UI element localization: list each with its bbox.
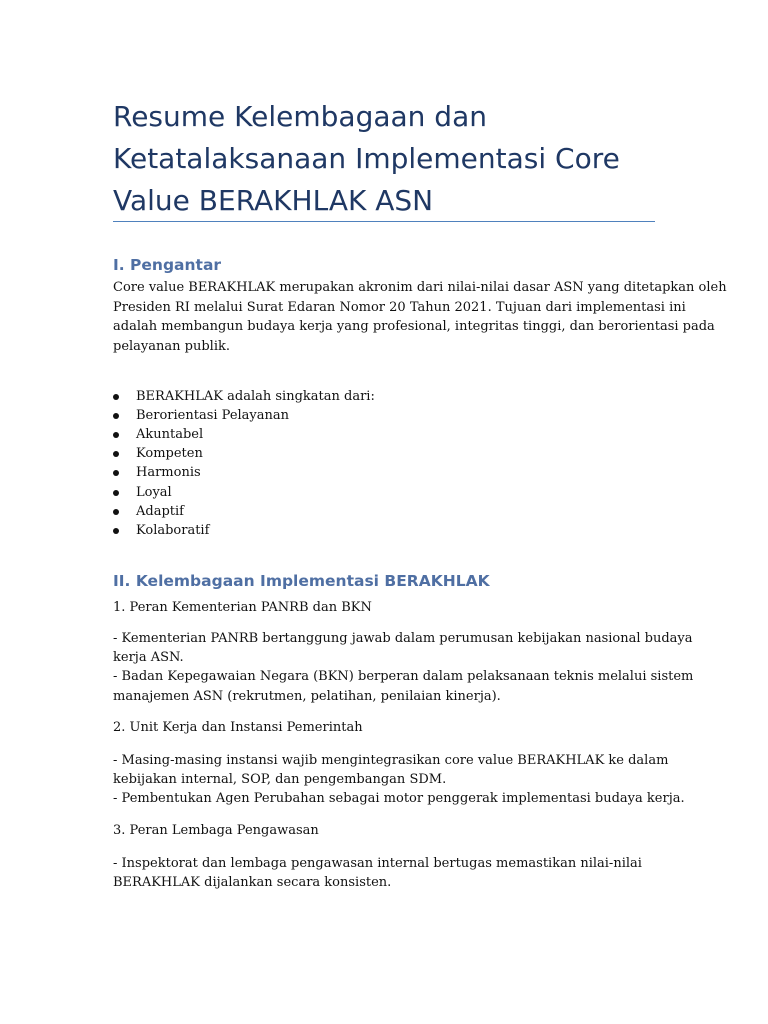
paragraph-line: kerja ASN. [113, 650, 184, 665]
document-title [113, 96, 673, 222]
section-heading-kelembagaan: II. Kelembagaan Implementasi BERAKHLAK [113, 572, 490, 590]
paragraph-line: BERAKHLAK dijalankan secara konsisten. [113, 875, 392, 890]
paragraph-line: pelayanan publik. [113, 339, 230, 354]
subsection-title: 2. Unit Kerja dan Instansi Pemerintah [113, 720, 363, 735]
title-line: Ketatalaksanaan Implementasi Core [113, 142, 620, 175]
paragraph-line: - Kementerian PANRB bertanggung jawab dalam perumusan kebijakan nasional budaya [113, 631, 693, 646]
paragraph-line: - Badan Kepegawaian Negara (BKN) berperan dalam pelaksanaan teknis melalui sistem [113, 669, 694, 684]
bullet-icon [113, 394, 119, 400]
title-divider [113, 221, 655, 222]
document-page: Resume Kelembagaan dan Ketatalaksanaan Implementasi Core Value BERAKHLAK ASN I. Pengantar Core value BERAKHLAK merupakan akronim dari nilai-nilai dasar ASN yang ditetapkan oleh Presiden RI melalui Surat Edaran Nomor 20 Tahun 2021. Tujuan dari implementasi ini adalah membangun budaya kerja yang profesional, integritas tinggi, dan berorientasi pada pelayanan publik. BERAKHLAK adalah singkatan dari: Berorientasi Pelayanan Akuntabel Kompeten Harmonis Loyal Adaptif Kolaboratif II. Kelembagaan Implementasi BERAKHLAK 1. Peran Kementerian PANRB dan BKN - Kementerian PANRB bertanggung jawab dalam perumusan kebijakan nasional budaya kerja ASN. - Badan Kepegawaian Negara (BKN) berperan dalam pelaksanaan teknis melalui sistem manajemen ASN (rekrutmen, pelatihan, penilaian kinerja). 2. Unit Kerja dan Instansi Pemerintah - Masing-masing instansi wajib mengintegrasikan core value BERAKHLAK ke dalam kebijakan internal, SOP, dan pengembangan SDM. - Pembentukan Agen Perubahan sebagai motor penggerak implementasi budaya kerja. 3. Peran Lembaga Pengawasan - Inspektorat dan lembaga pengawasan internal bertugas memastikan nilai-nilai BERAKHLAK dijalankan secara konsisten. [0, 0, 768, 1024]
bullet-icon [113, 509, 119, 515]
bullet-icon [113, 490, 119, 496]
paragraph-line: - Pembentukan Agen Perubahan sebagai motor penggerak implementasi budaya kerja. [113, 791, 685, 806]
bullet-icon [113, 413, 119, 419]
title-line: Value BERAKHLAK ASN [113, 184, 434, 217]
paragraph-line: manajemen ASN (rekrutmen, pelatihan, penilaian kinerja). [113, 689, 501, 704]
paragraph-line: kebijakan internal, SOP, dan pengembangan SDM. [113, 772, 447, 787]
paragraph-line: Core value BERAKHLAK merupakan akronim dari nilai-nilai dasar ASN yang ditetapkan oleh [113, 280, 727, 295]
bullet-icon [113, 451, 119, 457]
paragraph-line: Presiden RI melalui Surat Edaran Nomor 20 Tahun 2021. Tujuan dari implementasi ini [113, 300, 686, 315]
paragraph-line: adalah membangun budaya kerja yang profesional, integritas tinggi, dan berorientasi pada [113, 319, 715, 334]
bullet-icon [113, 432, 119, 438]
section-heading-pengantar: I. Pengantar [113, 256, 222, 274]
subsection-title: 1. Peran Kementerian PANRB dan BKN [113, 600, 372, 615]
subsection-title: 3. Peran Lembaga Pengawasan [113, 823, 319, 838]
title-line: Resume Kelembagaan dan [113, 100, 487, 133]
paragraph-line: - Masing-masing instansi wajib mengintegrasikan core value BERAKHLAK ke dalam [113, 753, 669, 768]
paragraph-line: - Inspektorat dan lembaga pengawasan internal bertugas memastikan nilai-nilai [113, 856, 642, 871]
bullet-icon [113, 470, 119, 476]
bullet-icon [113, 528, 119, 534]
